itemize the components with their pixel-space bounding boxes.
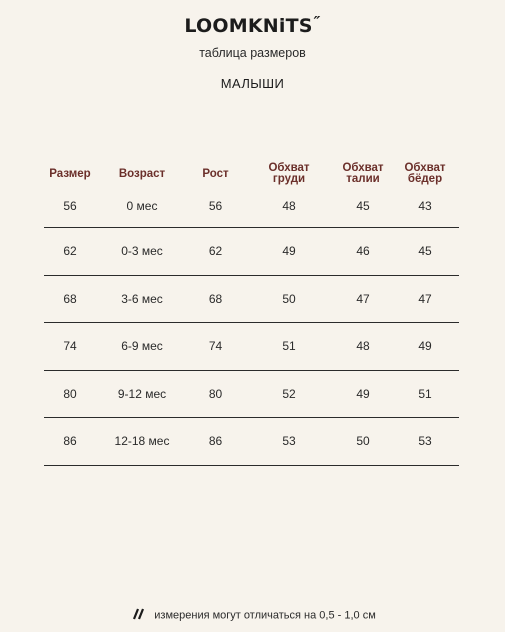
double-slash-icon xyxy=(129,608,145,623)
cell-waist: 50 xyxy=(356,434,370,449)
brand-mark: ″ xyxy=(313,13,321,31)
cell-height: 86 xyxy=(208,434,223,449)
cell-size: 86 xyxy=(63,434,77,449)
cell-size: 74 xyxy=(63,339,77,354)
size-table xyxy=(44,157,459,466)
table-row xyxy=(44,276,459,324)
cell-waist: 47 xyxy=(356,291,370,306)
cell-hips: 47 xyxy=(418,291,432,306)
cell-chest: 50 xyxy=(282,291,296,306)
cell-height: 80 xyxy=(208,386,223,401)
header-age: Возраст xyxy=(118,167,166,180)
header-size: Размер xyxy=(49,167,91,180)
cell-size: 62 xyxy=(63,244,77,259)
cell-height: 56 xyxy=(208,199,223,213)
cell-waist: 46 xyxy=(356,244,370,259)
cell-size: 68 xyxy=(63,291,77,306)
footer-note: измерения могут отличаться на 0,5 - 1,0 см xyxy=(154,609,376,622)
table-body xyxy=(44,191,459,466)
cell-age: 9-12 мес xyxy=(117,386,167,401)
table-row xyxy=(44,323,459,371)
cell-chest: 48 xyxy=(282,199,296,213)
cell-chest: 51 xyxy=(282,339,296,354)
brand-name: LOOMKNiTS xyxy=(184,15,313,37)
cell-hips: 43 xyxy=(418,199,432,213)
cell-chest: 52 xyxy=(282,386,296,401)
section-title: МАЛЫШИ xyxy=(220,76,285,91)
cell-waist: 45 xyxy=(356,199,370,213)
cell-hips: 53 xyxy=(418,434,432,449)
cell-chest: 53 xyxy=(282,434,296,449)
brand-logo xyxy=(184,14,320,38)
header-hips: Обхват бёдер xyxy=(404,162,446,185)
cell-hips: 45 xyxy=(418,244,432,259)
cell-height: 62 xyxy=(208,244,223,259)
cell-chest: 49 xyxy=(282,244,296,259)
cell-hips: 51 xyxy=(418,386,432,401)
cell-waist: 48 xyxy=(356,339,370,354)
header-waist: Обхват талии xyxy=(342,162,384,185)
cell-age: 3-6 мес xyxy=(121,291,163,306)
cell-age: 12-18 мес xyxy=(114,434,170,449)
table-row xyxy=(44,191,459,228)
cell-hips: 49 xyxy=(418,339,432,354)
header-height: Рост xyxy=(202,167,229,180)
table-row xyxy=(44,228,459,276)
cell-age: 0-3 мес xyxy=(121,244,163,259)
table-header-row xyxy=(44,157,459,191)
cell-height: 68 xyxy=(208,291,223,306)
cell-size: 80 xyxy=(63,386,77,401)
footer-note-row xyxy=(0,608,505,623)
page-header xyxy=(0,14,505,91)
header-chest: Обхват груди xyxy=(268,162,310,185)
cell-age: 6-9 мес xyxy=(121,339,163,354)
cell-waist: 49 xyxy=(356,386,370,401)
cell-age: 0 мес xyxy=(126,199,158,213)
cell-size: 56 xyxy=(63,199,77,213)
table-row xyxy=(44,418,459,466)
cell-height: 74 xyxy=(208,339,223,354)
page-subtitle: таблица размеров xyxy=(199,46,306,60)
table-row xyxy=(44,371,459,419)
